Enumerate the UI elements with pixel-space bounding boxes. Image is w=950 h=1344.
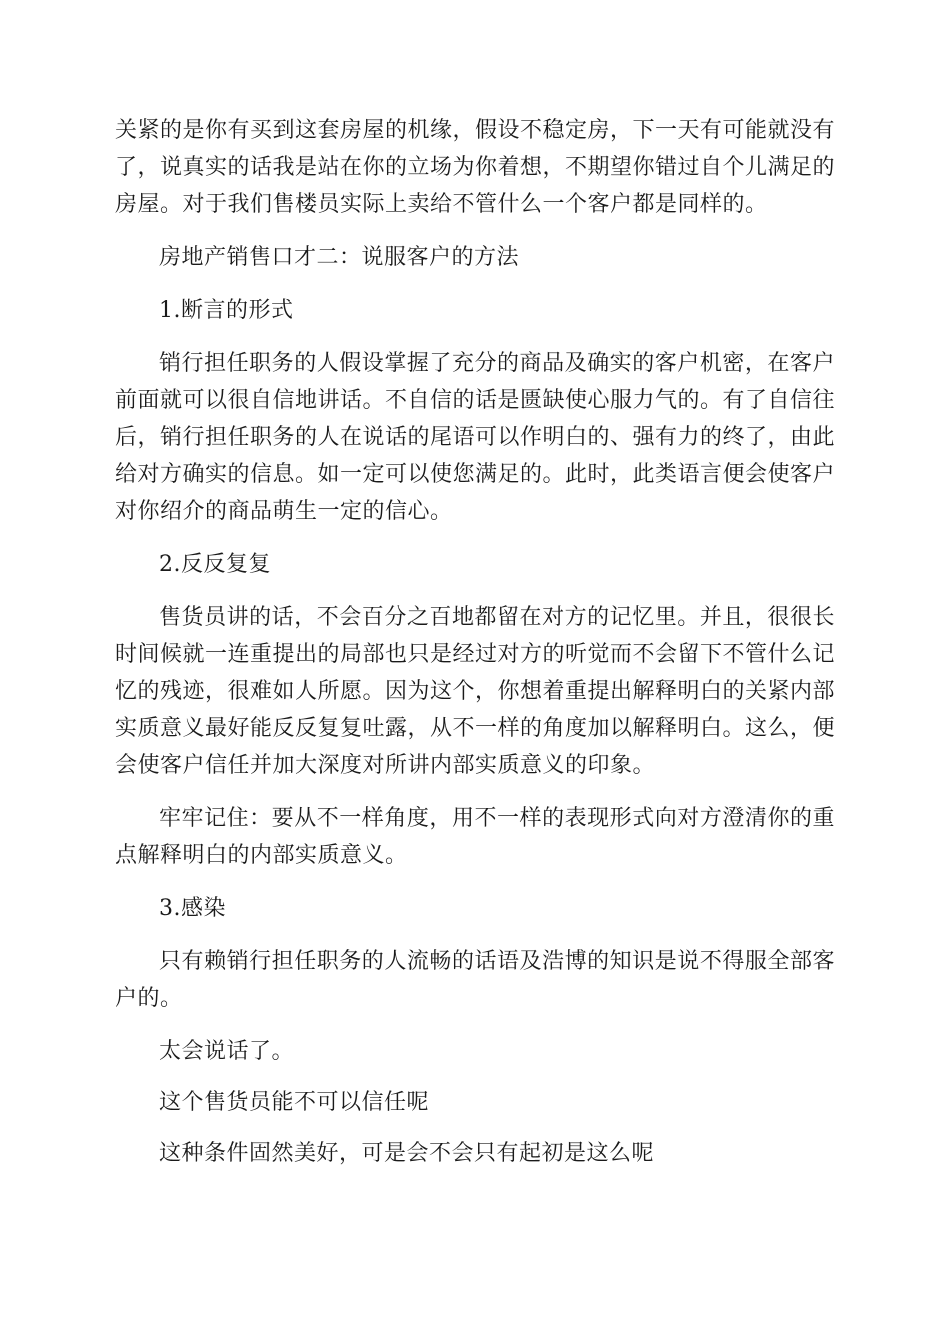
- section-heading: 房地产销售口才二：说服客户的方法: [159, 245, 520, 270]
- quote-line-3: 这种条件固然美好，可是会不会只有起初是这么呢: [159, 1141, 655, 1166]
- document-page: [115, 112, 835, 1186]
- paragraph-assertion: 销行担任职务的人假设掌握了充分的商品及确实的客户机密，在客户前面就可以很自信地讲话。不自信的话是匮缺使心服力气的。有了自信往后，销行担任职务的人在说话的尾语可以作明白的、强有力的终了，由此给对方确实的信息。如一定可以使您满足的。此时，此类语言便会使客户对你绍介的商品萌生一定的信心。: [115, 351, 836, 524]
- subheading-assertion: 1.断言的形式: [159, 298, 294, 323]
- quote-line-2: 这个售货员能不可以信任呢: [159, 1090, 430, 1115]
- paragraph-infection: 只有赖销行担任职务的人流畅的话语及浩博的知识是说不得服全部客户的。: [115, 949, 835, 1011]
- subheading-infection: 3.感染: [159, 896, 226, 921]
- paragraph-continuation: 关紧的是你有买到这套房屋的机缘，假设不稳定房，下一天有可能就没有了，说真实的话我是站在你的立场为你着想，不期望你错过自个儿满足的房屋。对于我们售楼员实际上卖给不管什么一个客户都是同样的。: [115, 118, 836, 217]
- subheading-repetition: 2.反反复复: [159, 552, 271, 577]
- quote-line-1: 太会说话了。: [159, 1039, 295, 1064]
- paragraph-remember: 牢牢记住：要从不一样角度，用不一样的表现形式向对方澄清你的重点解释明白的内部实质意义。: [115, 806, 835, 868]
- paragraph-repetition: 售货员讲的话，不会百分之百地都留在对方的记忆里。并且，很很长时间候就一连重提出的局部也只是经过对方的听觉而不会留下不管什么记忆的残迹，很难如人所愿。因为这个，你想着重提出解释明白的关紧内部实质意义最好能反反复复吐露，从不一样的角度加以解释明白。这么，便会使客户信任并加大深度对所讲内部实质意义的印象。: [115, 605, 836, 778]
